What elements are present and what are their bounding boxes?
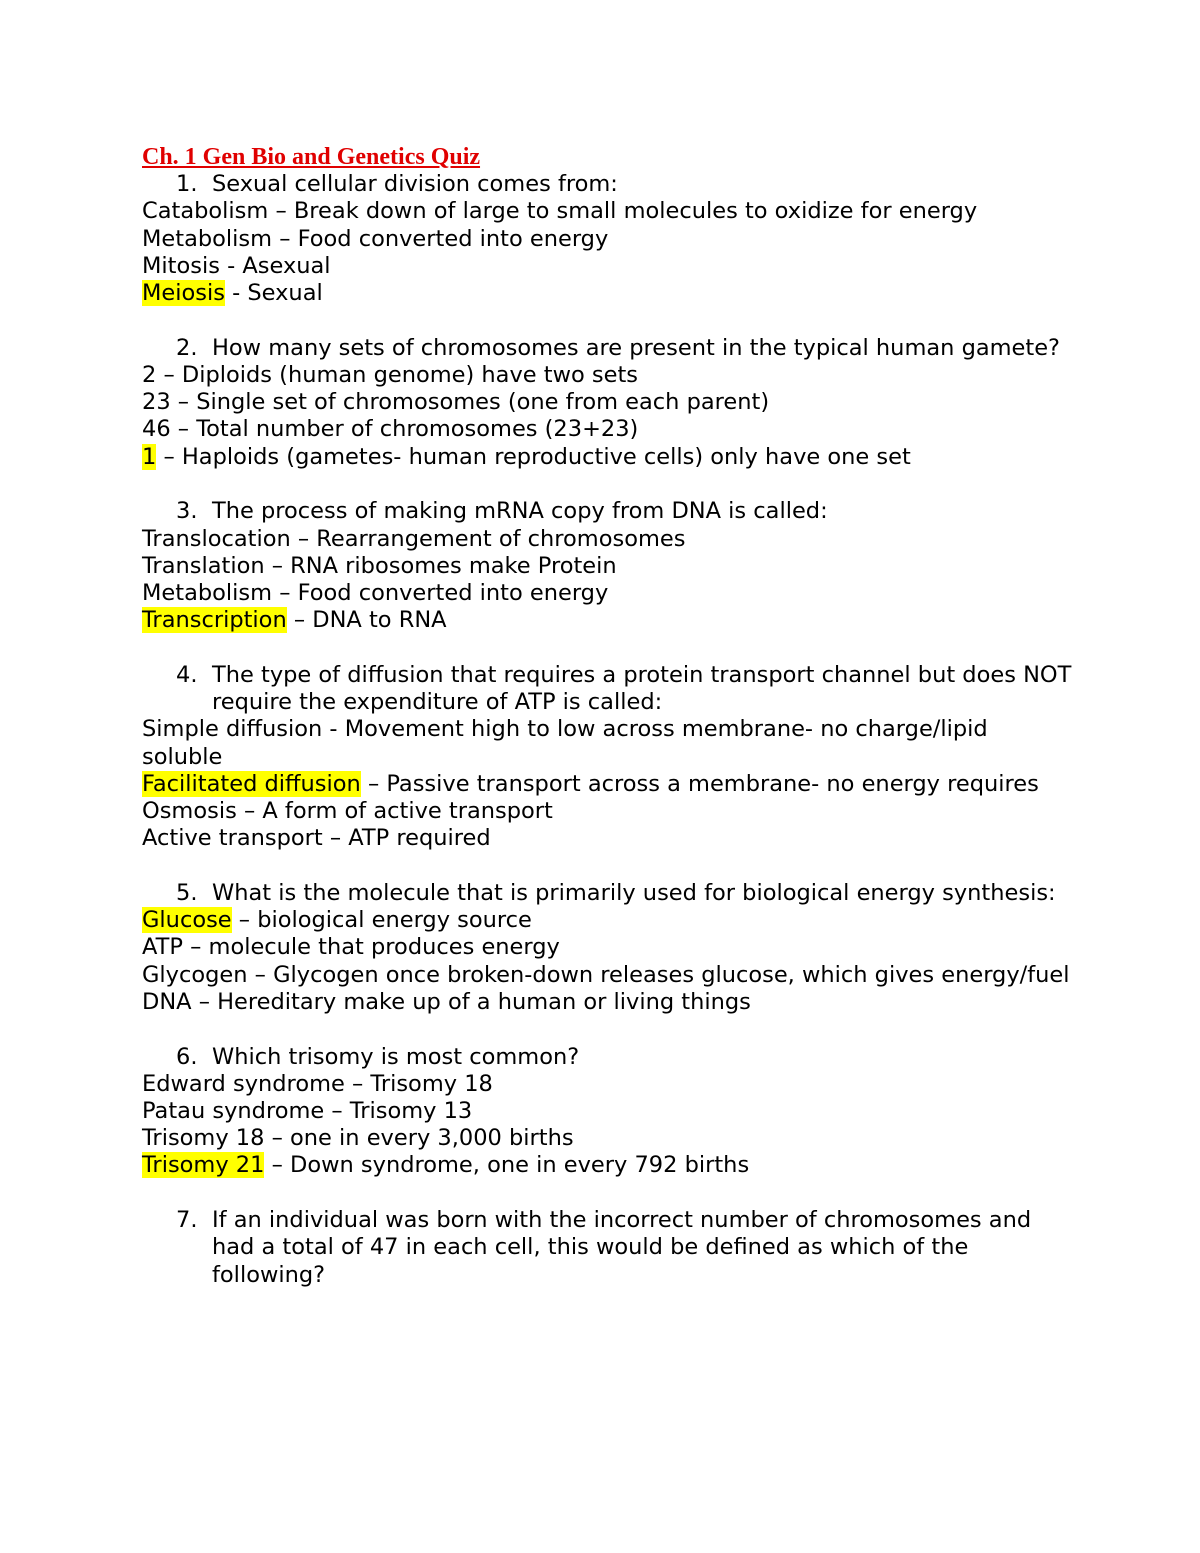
page-title: Ch. 1 Gen Bio and Genetics Quiz	[142, 144, 481, 170]
answer-term: Edward syndrome	[142, 1070, 345, 1097]
answer-description: – Diploids (human genome) have two sets	[156, 362, 639, 389]
answer-description: – biological energy source	[231, 907, 532, 934]
answer-option	[142, 798, 1072, 825]
answer-option	[142, 1071, 1072, 1098]
answer-term: 1	[142, 443, 157, 470]
answer-term: Catabolism	[142, 198, 269, 225]
answer-term: Mitosis	[142, 252, 220, 279]
answer-option	[142, 362, 1072, 389]
answer-term: 23	[142, 389, 171, 416]
answer-description: - Sexual	[224, 280, 323, 307]
answer-term: Glycogen	[142, 961, 248, 988]
answer-option	[142, 825, 1072, 852]
document-body	[142, 144, 1072, 1289]
answer-description: – A form of active transport	[236, 798, 553, 825]
answer-description: – Food converted into energy	[272, 225, 609, 252]
answer-term: Facilitated diffusion	[142, 770, 361, 797]
correct-answer	[142, 771, 1072, 798]
answer-description: - Asexual	[219, 252, 331, 279]
correct-answer	[142, 444, 1072, 471]
question-7	[176, 1207, 1072, 1289]
question-text: How many sets of chromosomes are present in the typical human gamete?	[212, 334, 1061, 361]
answer-option	[142, 1098, 1072, 1125]
question-number: 1.	[176, 171, 198, 198]
question-2	[176, 335, 1072, 362]
answer-description: – Food converted into energy	[272, 580, 609, 607]
answer-description: – Break down of large to small molecules to oxidize for energy	[268, 198, 978, 225]
question-number: 3.	[176, 498, 198, 525]
answer-description: – Rearrangement of chromosomes	[290, 525, 686, 552]
answer-description: – Total number of chromosomes (23+23)	[170, 416, 639, 443]
correct-answer	[142, 1152, 1072, 1179]
question-text: If an individual was born with the incorrect number of chromosomes and had a total of 47 in each cell, this would be defined as which of the following?	[212, 1207, 1032, 1288]
question-5	[176, 880, 1072, 907]
answer-description: – RNA ribosomes make Protein	[264, 552, 617, 579]
answer-term: Trisomy 18	[142, 1125, 265, 1152]
question-text: The process of making mRNA copy from DNA is called:	[212, 498, 828, 525]
question-text: The type of diffusion that requires a protein transport channel but does NOT require the expenditure of ATP is called:	[212, 662, 1072, 716]
answer-description: - Movement high to low across membrane- no charge/lipid soluble	[142, 716, 988, 770]
spacer	[142, 852, 1072, 880]
answer-description: – ATP required	[322, 825, 491, 852]
question-4	[176, 662, 1072, 716]
answer-term: DNA	[142, 988, 192, 1015]
answer-option	[142, 389, 1072, 416]
question-number: 5.	[176, 880, 198, 907]
answer-description: – one in every 3,000 births	[264, 1125, 574, 1152]
answer-option	[142, 553, 1072, 580]
correct-answer	[142, 907, 1072, 934]
question-1	[176, 171, 1072, 198]
spacer	[142, 1016, 1072, 1044]
answer-term: Meiosis	[142, 280, 225, 307]
answer-description: – DNA to RNA	[286, 607, 447, 634]
answer-option	[142, 989, 1072, 1016]
answer-option	[142, 416, 1072, 443]
answer-term: Translation	[142, 552, 265, 579]
question-number: 4.	[176, 662, 198, 689]
answer-option	[142, 198, 1072, 225]
answer-term: Active transport	[142, 825, 323, 852]
spacer	[142, 471, 1072, 499]
answer-description: – molecule that produces energy	[182, 934, 560, 961]
correct-answer	[142, 280, 1072, 307]
question-number: 6.	[176, 1043, 198, 1070]
question-text: What is the molecule that is primarily used for biological energy synthesis:	[212, 880, 1056, 907]
answer-description: – Passive transport across a membrane- no energy requires	[360, 770, 1039, 797]
question-number: 2.	[176, 334, 198, 361]
answer-description: – Hereditary make up of a human or living things	[191, 988, 751, 1015]
answer-option	[142, 716, 1072, 770]
answer-option	[142, 580, 1072, 607]
answer-description: – Trisomy 13	[324, 1098, 473, 1125]
answer-term: Simple diffusion	[142, 716, 323, 743]
answer-term: Metabolism	[142, 225, 273, 252]
answer-description: – Down syndrome, one in every 792 births	[264, 1152, 750, 1179]
question-3	[176, 498, 1072, 525]
answer-description: – Haploids (gametes- human reproductive cells) only have one set	[156, 443, 911, 470]
spacer	[142, 307, 1072, 335]
spacer	[142, 634, 1072, 662]
correct-answer	[142, 607, 1072, 634]
question-text: Sexual cellular division comes from:	[212, 171, 618, 198]
answer-option	[142, 226, 1072, 253]
answer-term: Trisomy 21	[142, 1152, 265, 1179]
answer-description: – Glycogen once broken-down releases glucose, which gives energy/fuel	[247, 961, 1070, 988]
answer-option	[142, 526, 1072, 553]
answer-term: Patau syndrome	[142, 1098, 325, 1125]
spacer	[142, 1180, 1072, 1208]
answer-term: ATP	[142, 934, 183, 961]
question-6	[176, 1044, 1072, 1071]
answer-term: Metabolism	[142, 580, 273, 607]
question-text: Which trisomy is most common?	[212, 1043, 580, 1070]
answer-term: Transcription	[142, 607, 287, 634]
answer-term: Translocation	[142, 525, 291, 552]
answer-term: Osmosis	[142, 798, 237, 825]
answer-description: – Trisomy 18	[344, 1070, 493, 1097]
answer-term: 46	[142, 416, 171, 443]
answer-term: 2	[142, 362, 157, 389]
answer-option	[142, 962, 1072, 989]
question-number: 7.	[176, 1207, 198, 1234]
answer-option	[142, 934, 1072, 961]
answer-term: Glucose	[142, 907, 232, 934]
answer-description: – Single set of chromosomes (one from each parent)	[170, 389, 770, 416]
answer-option	[142, 1125, 1072, 1152]
answer-option	[142, 253, 1072, 280]
